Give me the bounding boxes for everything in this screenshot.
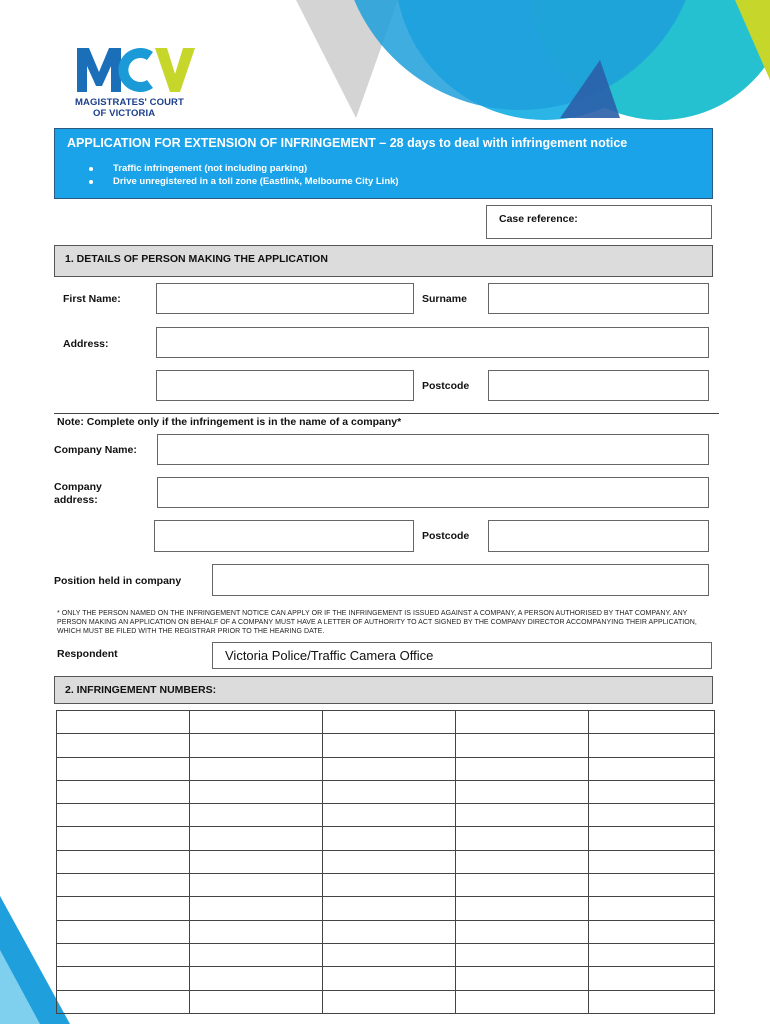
table-row: [57, 780, 715, 803]
section-1-heading: 1. DETAILS OF PERSON MAKING THE APPLICATION: [54, 245, 713, 277]
infringement-number-cell[interactable]: [57, 780, 190, 803]
infringement-number-cell[interactable]: [456, 943, 589, 966]
infringement-number-cell[interactable]: [57, 920, 190, 943]
table-row: [57, 734, 715, 757]
infringement-number-cell[interactable]: [323, 757, 456, 780]
table-row: [57, 850, 715, 873]
infringement-number-cell[interactable]: [589, 990, 715, 1013]
infringement-number-cell[interactable]: [57, 874, 190, 897]
position-input[interactable]: [212, 564, 709, 596]
infringement-number-cell[interactable]: [589, 734, 715, 757]
infringement-number-cell[interactable]: [323, 734, 456, 757]
authority-notice: * ONLY THE PERSON NAMED ON THE INFRINGEMENT NOTICE CAN APPLY OR IF THE INFRINGEMENT IS ISSUED AGAINST A COMPANY, A PERSON AUTHORISED BY THAT COMPANY. ANY PERSON MAKING AN APPLICATION ON BEHALF OF A COMPANY MUST HAVE A LETTER OF AUTHORITY TO ACT SIGNED BY THE COMPANY DIRECTOR ACCOMPANYING THEIR APPLICATION, WHICH MUST BE FILED WITH THE REGISTRAR PRIOR TO THE HEARING DATE.: [57, 610, 697, 635]
infringement-number-cell[interactable]: [456, 874, 589, 897]
infringement-number-cell[interactable]: [589, 757, 715, 780]
infringement-number-cell[interactable]: [190, 734, 323, 757]
infringement-number-cell[interactable]: [190, 967, 323, 990]
address-label: Address:: [63, 338, 109, 350]
infringement-numbers-table: [56, 710, 715, 1014]
infringement-number-cell[interactable]: [190, 874, 323, 897]
infringement-number-cell[interactable]: [57, 897, 190, 920]
infringement-number-cell[interactable]: [190, 827, 323, 850]
company-postcode-input[interactable]: [488, 520, 709, 552]
infringement-number-cell[interactable]: [190, 920, 323, 943]
respondent-field[interactable]: Victoria Police/Traffic Camera Office: [212, 642, 712, 669]
infringement-number-cell[interactable]: [456, 780, 589, 803]
infringement-number-cell[interactable]: [456, 850, 589, 873]
infringement-number-cell[interactable]: [57, 943, 190, 966]
postcode-label: Postcode: [422, 380, 470, 392]
infringement-number-cell[interactable]: [57, 850, 190, 873]
infringement-number-cell[interactable]: [589, 874, 715, 897]
infringement-number-cell[interactable]: [589, 827, 715, 850]
infringement-number-cell[interactable]: [323, 850, 456, 873]
infringement-number-cell[interactable]: [456, 734, 589, 757]
first-name-label: First Name:: [63, 293, 121, 305]
infringement-number-cell[interactable]: [456, 967, 589, 990]
infringement-number-cell[interactable]: [323, 967, 456, 990]
infringement-number-cell[interactable]: [57, 711, 190, 734]
infringement-number-cell[interactable]: [323, 943, 456, 966]
form-title: APPLICATION FOR EXTENSION OF INFRINGEMENT – 28 days to deal with infringement notice: [67, 136, 628, 150]
table-row: [57, 990, 715, 1013]
infringement-number-cell[interactable]: [456, 990, 589, 1013]
infringement-number-cell[interactable]: [190, 804, 323, 827]
surname-input[interactable]: [488, 283, 709, 314]
infringement-number-cell[interactable]: [57, 967, 190, 990]
infringement-number-cell[interactable]: [589, 897, 715, 920]
infringement-number-cell[interactable]: [456, 897, 589, 920]
infringement-number-cell[interactable]: [589, 967, 715, 990]
infringement-number-cell[interactable]: [190, 850, 323, 873]
table-row: [57, 757, 715, 780]
company-address-label-2: address:: [54, 494, 98, 506]
infringement-number-cell[interactable]: [323, 827, 456, 850]
infringement-number-cell[interactable]: [323, 990, 456, 1013]
table-row: [57, 827, 715, 850]
infringement-number-cell[interactable]: [456, 804, 589, 827]
table-row: [57, 804, 715, 827]
divider: [54, 413, 719, 414]
table-row: [57, 897, 715, 920]
infringement-number-cell[interactable]: [190, 757, 323, 780]
infringement-number-cell[interactable]: [323, 804, 456, 827]
first-name-input[interactable]: [156, 283, 414, 314]
infringement-number-cell[interactable]: [589, 804, 715, 827]
infringement-number-cell[interactable]: [456, 757, 589, 780]
company-note: Note: Complete only if the infringement is in the name of a company*: [57, 416, 402, 428]
infringement-number-cell[interactable]: [323, 874, 456, 897]
address-input[interactable]: [156, 327, 709, 358]
company-name-input[interactable]: [157, 434, 709, 465]
applicable-list: [89, 162, 399, 188]
infringement-number-cell[interactable]: [323, 711, 456, 734]
position-label: Position held in company: [54, 575, 182, 587]
respondent-label: Respondent: [57, 648, 118, 660]
logo-line-1: MAGISTRATES' COURT: [75, 97, 184, 108]
address-line-2-input[interactable]: [156, 370, 414, 401]
infringement-number-cell[interactable]: [57, 990, 190, 1013]
infringement-number-cell[interactable]: [323, 780, 456, 803]
surname-label: Surname: [422, 293, 467, 305]
table-row: [57, 920, 715, 943]
company-postcode-label: Postcode: [422, 530, 470, 542]
table-row: [57, 943, 715, 966]
infringement-number-cell[interactable]: [57, 757, 190, 780]
infringement-number-cell[interactable]: [589, 850, 715, 873]
infringement-number-cell[interactable]: [589, 943, 715, 966]
infringement-number-cell[interactable]: [323, 897, 456, 920]
infringement-number-cell[interactable]: [190, 711, 323, 734]
infringement-number-cell[interactable]: [190, 943, 323, 966]
infringement-number-cell[interactable]: [323, 920, 456, 943]
company-name-label: Company Name:: [54, 444, 137, 456]
table-row: [57, 711, 715, 734]
logo-caption: [75, 97, 215, 119]
infringement-number-cell[interactable]: [190, 780, 323, 803]
list-item: Drive unregistered in a toll zone (Eastlink, Melbourne City Link): [89, 175, 399, 188]
section-2-heading: 2. INFRINGEMENT NUMBERS:: [54, 676, 713, 704]
infringement-number-cell[interactable]: [57, 827, 190, 850]
infringement-number-cell[interactable]: [589, 920, 715, 943]
table-row: [57, 874, 715, 897]
infringement-number-cell[interactable]: [57, 734, 190, 757]
infringement-number-cell[interactable]: [456, 711, 589, 734]
company-address-label-1: Company: [54, 481, 102, 493]
case-reference-label: Case reference:: [499, 213, 578, 225]
infringement-number-cell[interactable]: [190, 897, 323, 920]
infringement-number-cell[interactable]: [589, 711, 715, 734]
infringement-number-cell[interactable]: [456, 827, 589, 850]
case-reference-field[interactable]: [486, 205, 712, 239]
infringement-number-cell[interactable]: [456, 920, 589, 943]
mcv-logo: [75, 44, 195, 94]
infringement-number-cell[interactable]: [57, 804, 190, 827]
company-address-line-2-input[interactable]: [154, 520, 414, 552]
logo-line-2: OF VICTORIA: [93, 108, 156, 119]
table-row: [57, 967, 715, 990]
infringement-number-cell[interactable]: [190, 990, 323, 1013]
postcode-input[interactable]: [488, 370, 709, 401]
company-address-input[interactable]: [157, 477, 709, 508]
form-title-banner: [54, 128, 713, 199]
list-item: Traffic infringement (not including parking): [89, 162, 399, 175]
infringement-number-cell[interactable]: [589, 780, 715, 803]
